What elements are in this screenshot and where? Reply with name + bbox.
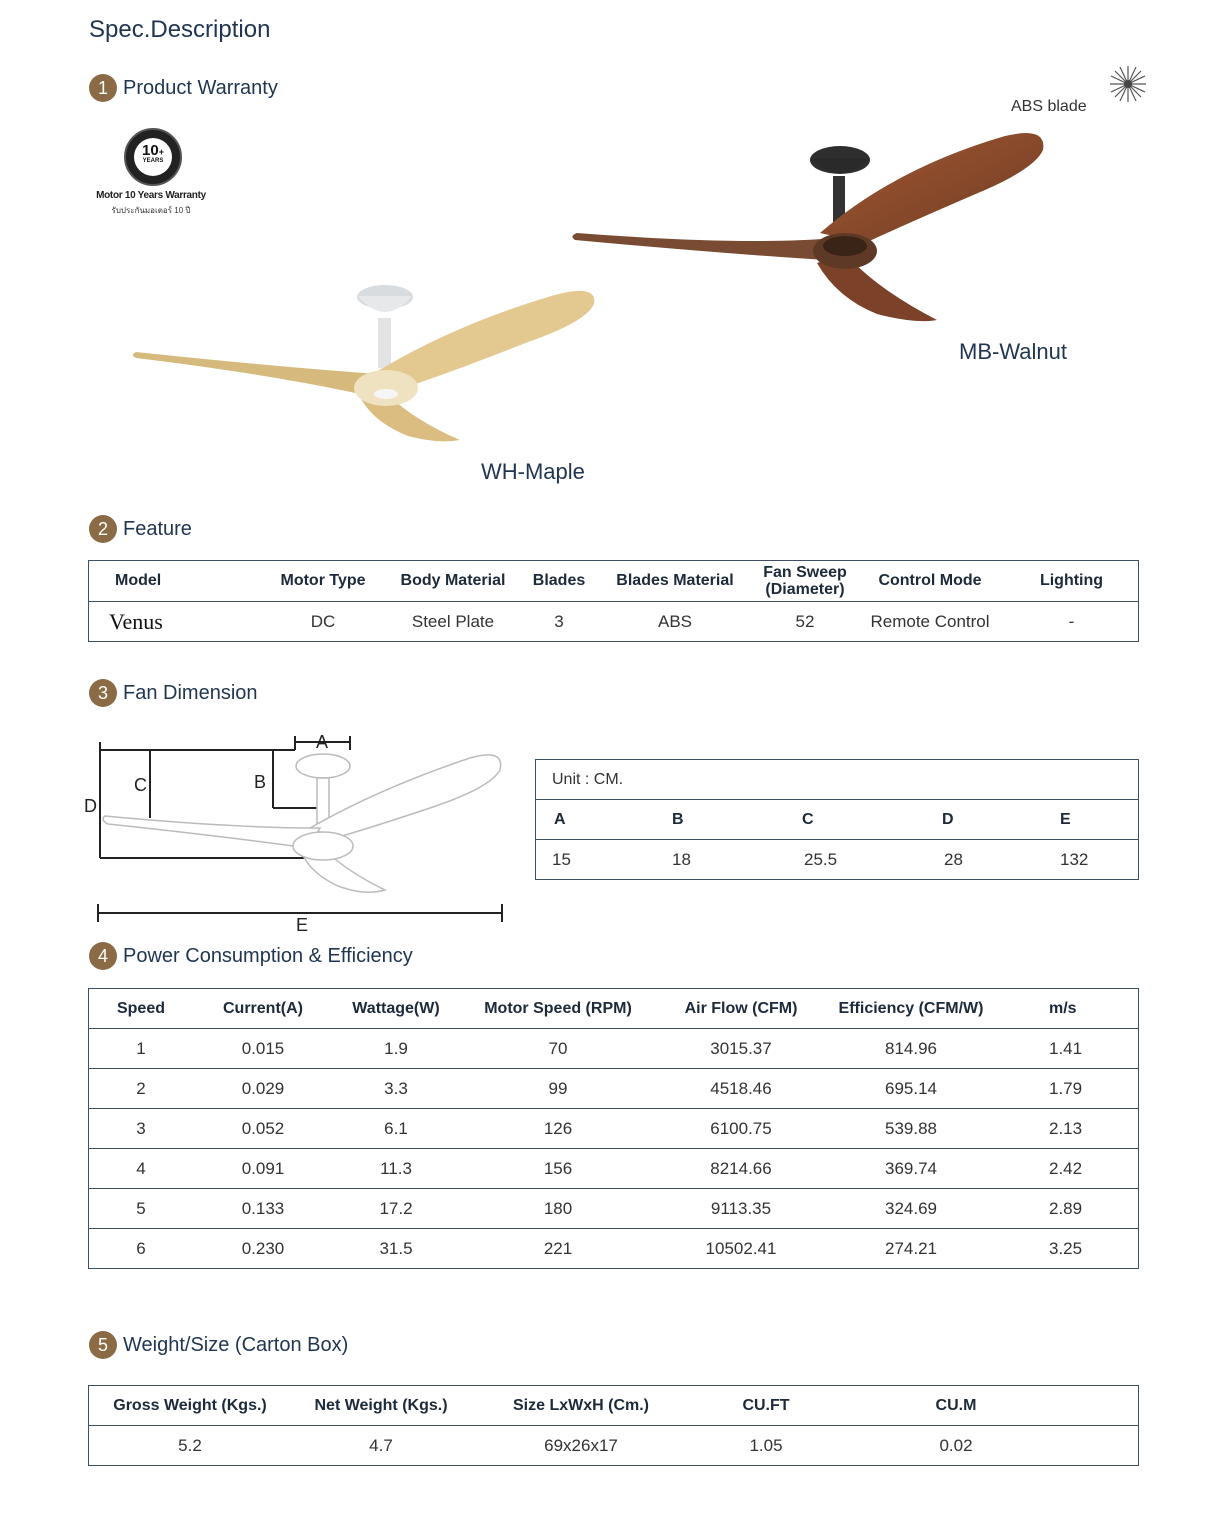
table-row (89, 1189, 1139, 1229)
col-header: B (662, 800, 792, 840)
cell: 0.091 (193, 1149, 333, 1189)
table-header-row (536, 800, 1139, 840)
weight-table (88, 1385, 1139, 1466)
cell: 0.029 (193, 1069, 333, 1109)
dim-label-b: B (254, 772, 267, 792)
section-title: Feature (123, 517, 192, 540)
cell: 70 (459, 1029, 657, 1069)
cell: 221 (459, 1229, 657, 1269)
section-title: Weight/Size (Carton Box) (123, 1333, 349, 1356)
dimension-table (535, 759, 1139, 880)
col-header: Air Flow (CFM) (657, 989, 825, 1029)
sparkle-icon (1108, 64, 1148, 104)
cell-spacer (1071, 1426, 1139, 1466)
col-header: D (932, 800, 1050, 840)
col-header: Motor Speed (RPM) (459, 989, 657, 1029)
cell: 0.015 (193, 1029, 333, 1069)
table-header-row (89, 989, 1139, 1029)
cell: 99 (459, 1069, 657, 1109)
table-row (89, 1109, 1139, 1149)
section-title: Power Consumption & Efficiency (123, 944, 413, 967)
cell: 5 (89, 1189, 194, 1229)
cell-cuft: 1.05 (691, 1426, 841, 1466)
cell: 132 (1050, 840, 1139, 880)
cell-size: 69x26x17 (471, 1426, 691, 1466)
cell: 274.21 (825, 1229, 997, 1269)
cell: 15 (536, 840, 663, 880)
cell: 1.9 (333, 1029, 459, 1069)
cell: 180 (459, 1189, 657, 1229)
cell: 3015.37 (657, 1029, 825, 1069)
cell: 156 (459, 1149, 657, 1189)
table-row (89, 1029, 1139, 1069)
cell: 3.25 (997, 1229, 1139, 1269)
dim-label-a: A (316, 732, 329, 752)
col-header: Wattage(W) (333, 989, 459, 1029)
col-header: A (536, 800, 663, 840)
col-spacer (1071, 1386, 1139, 1426)
section-number: 1 (89, 74, 117, 102)
col-header: C (792, 800, 932, 840)
fan-dimension-diagram (80, 728, 510, 938)
cell: 6.1 (333, 1109, 459, 1149)
section-feature-heading (89, 515, 192, 543)
cell: 369.74 (825, 1149, 997, 1189)
section-power-heading (89, 942, 413, 970)
cell-sweep: 52 (755, 602, 855, 642)
abs-blade-label: ABS blade (1011, 98, 1087, 115)
col-header: Control Mode (855, 561, 1005, 602)
cell: 3.3 (333, 1069, 459, 1109)
cell: 4 (89, 1149, 194, 1189)
feature-table (88, 560, 1139, 642)
section-number: 2 (89, 515, 117, 543)
cell: 10502.41 (657, 1229, 825, 1269)
col-header: m/s (997, 989, 1139, 1029)
col-header: Lighting (1005, 561, 1139, 602)
col-header: CU.M (841, 1386, 1071, 1426)
cell: 0.230 (193, 1229, 333, 1269)
table-row (89, 1229, 1139, 1269)
col-header: Body Material (383, 561, 523, 602)
col-header: Efficiency (CFM/W) (825, 989, 997, 1029)
section-number: 3 (89, 679, 117, 707)
fan-walnut-image (565, 128, 1055, 328)
section-title: Fan Dimension (123, 681, 258, 704)
fan-maple-label: WH-Maple (481, 459, 585, 484)
cell-model: Venus (89, 602, 264, 642)
cell: 2.89 (997, 1189, 1139, 1229)
unit-label: Unit : CM. (536, 760, 1139, 800)
col-header: Blades Material (595, 561, 755, 602)
cell: 6100.75 (657, 1109, 825, 1149)
col-header-fan-sweep: Fan Sweep (Diameter) (755, 561, 855, 602)
col-header: Speed (89, 989, 194, 1029)
col-header: Model (89, 561, 264, 602)
cell-motor: DC (263, 602, 383, 642)
col-header: Current(A) (193, 989, 333, 1029)
cell: 25.5 (792, 840, 932, 880)
warranty-caption: Motor 10 Years Warranty (96, 190, 206, 201)
table-header-row (89, 561, 1139, 602)
cell: 1.79 (997, 1069, 1139, 1109)
cell: 1.41 (997, 1029, 1139, 1069)
warranty-seal-icon: 10+ YEARS (124, 128, 182, 186)
cell: 695.14 (825, 1069, 997, 1109)
cell: 1 (89, 1029, 194, 1069)
cell: 28 (932, 840, 1050, 880)
col-header: Gross Weight (Kgs.) (89, 1386, 292, 1426)
cell: 11.3 (333, 1149, 459, 1189)
page-title: Spec.Description (89, 16, 271, 43)
cell: 324.69 (825, 1189, 997, 1229)
col-header: Motor Type (263, 561, 383, 602)
cell: 8214.66 (657, 1149, 825, 1189)
cell: 3 (89, 1109, 194, 1149)
col-header: CU.FT (691, 1386, 841, 1426)
power-table (88, 988, 1139, 1269)
warranty-badge (92, 128, 210, 220)
dim-label-d: D (84, 796, 97, 816)
cell: 2.42 (997, 1149, 1139, 1189)
cell: 18 (662, 840, 792, 880)
cell: 0.052 (193, 1109, 333, 1149)
section-number: 5 (89, 1331, 117, 1359)
section-warranty-heading (89, 74, 278, 102)
cell-cum: 0.02 (841, 1426, 1071, 1466)
table-row (89, 602, 1139, 642)
cell-blades: 3 (523, 602, 595, 642)
dim-label-c: C (134, 775, 147, 795)
table-row (536, 840, 1139, 880)
cell-gross-weight: 5.2 (89, 1426, 292, 1466)
cell: 2.13 (997, 1109, 1139, 1149)
col-header: Size LxWxH (Cm.) (471, 1386, 691, 1426)
dim-label-e: E (296, 915, 309, 935)
cell: 31.5 (333, 1229, 459, 1269)
table-row (89, 1069, 1139, 1109)
table-row (89, 1426, 1139, 1466)
cell: 4518.46 (657, 1069, 825, 1109)
warranty-caption-thai: รับประกันมอเตอร์ 10 ปี (111, 206, 191, 215)
section-title: Product Warranty (123, 76, 278, 99)
section-number: 4 (89, 942, 117, 970)
cell: 2 (89, 1069, 194, 1109)
cell-control: Remote Control (855, 602, 1005, 642)
cell: 539.88 (825, 1109, 997, 1149)
cell-body: Steel Plate (383, 602, 523, 642)
col-header: Blades (523, 561, 595, 602)
cell: 814.96 (825, 1029, 997, 1069)
col-header: Net Weight (Kgs.) (291, 1386, 471, 1426)
cell-lighting: - (1005, 602, 1139, 642)
cell: 9113.35 (657, 1189, 825, 1229)
col-header: E (1050, 800, 1139, 840)
section-weight-heading (89, 1331, 348, 1359)
section-dimension-heading (89, 679, 258, 707)
cell: 6 (89, 1229, 194, 1269)
fan-maple-image (128, 282, 598, 447)
fan-walnut-label: MB-Walnut (959, 339, 1067, 364)
table-row (89, 1149, 1139, 1189)
cell-net-weight: 4.7 (291, 1426, 471, 1466)
cell: 17.2 (333, 1189, 459, 1229)
cell: 0.133 (193, 1189, 333, 1229)
cell-blades-material: ABS (595, 602, 755, 642)
table-header-row (89, 1386, 1139, 1426)
cell: 126 (459, 1109, 657, 1149)
